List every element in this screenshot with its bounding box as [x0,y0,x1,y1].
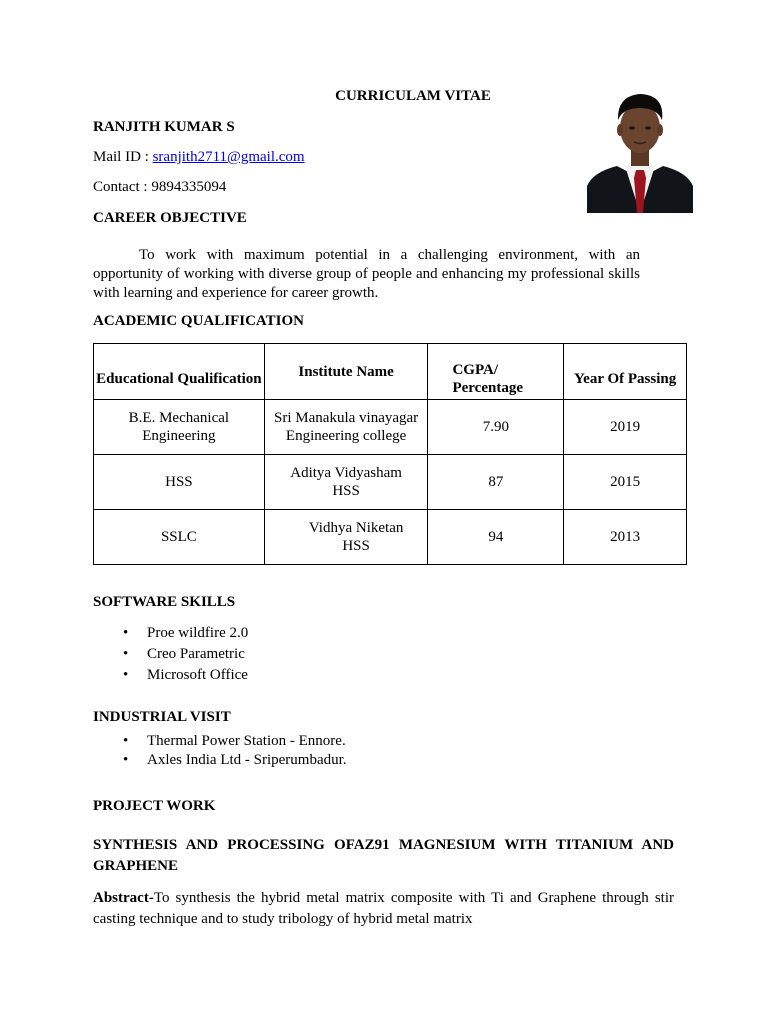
column-header: Educational Qualification [94,344,265,400]
bullet-icon: • [123,625,129,641]
table-cell: B.E. Mechanical Engineering [94,400,265,455]
table-cell: Aditya Vidyasham HSS [264,455,428,510]
column-header: Institute Name [264,344,428,400]
software-skills-list [93,623,248,686]
project-title: SYNTHESIS AND PROCESSING OFAZ91 MAGNESIUM WITH TITANIUM AND GRAPHENE [93,837,674,874]
table-row [94,455,687,510]
abstract-label: Abstract- [93,890,154,906]
table-row [94,400,687,455]
bullet-icon: • [123,752,129,768]
column-header: CGPA/ Percentage [428,344,564,400]
table-header-row [94,344,687,400]
bullet-icon: • [123,667,129,683]
project-abstract [93,888,674,930]
abstract-text: To synthesis the hybrid metal matrix composite with Ti and Graphene through stir casting technique and to study tribology of hybrid metal matrix [93,890,674,927]
mail-line [93,149,305,166]
table-cell: HSS [94,455,265,510]
software-skills-heading: SOFTWARE SKILLS [93,594,236,610]
table-cell: 7.90 [428,400,564,455]
academic-table [93,343,687,565]
candidate-name: RANJITH KUMAR S [93,119,235,135]
table-cell: 2013 [564,510,687,565]
table-cell: 94 [428,510,564,565]
table-cell: Vidhya Niketan HSS [264,510,428,565]
document-title: CURRICULAM VITAE [335,88,491,104]
list-item: • Creo Parametric [93,644,248,665]
list-item: • Axles India Ltd - Sriperumbadur. [123,752,347,768]
contact-label: Contact : [93,179,152,195]
table-cell: 87 [428,455,564,510]
mail-link[interactable]: sranjith2711@gmail.com [152,149,305,165]
list-item: • Proe wildfire 2.0 [93,623,248,644]
career-objective-heading: CAREER OBJECTIVE [93,210,247,226]
table-cell: 2015 [564,455,687,510]
industrial-visit-list [93,732,347,770]
contact-value: 9894335094 [151,179,227,195]
table-cell: 2019 [564,400,687,455]
bullet-icon: • [123,646,129,662]
industrial-visit-heading: INDUSTRIAL VISIT [93,709,231,725]
academic-heading: ACADEMIC QUALIFICATION [93,313,304,329]
career-objective-body: To work with maximum potential in a challenging environment, with an opportunity of working with diverse group of people and enhancing my professional skills with learning and experience for career growth. [93,247,640,301]
list-item: • Thermal Power Station - Ennore. [123,733,346,749]
column-header: Year Of Passing [564,344,687,400]
table-row [94,510,687,565]
mail-label: Mail ID : [93,149,153,165]
profile-photo [587,86,693,213]
project-work-heading: PROJECT WORK [93,798,216,814]
table-cell: SSLC [94,510,265,565]
list-item: • Microsoft Office [93,665,248,686]
contact-line [93,179,226,196]
bullet-icon: • [123,733,129,749]
table-cell: Sri Manakula vinayagar Engineering college [264,400,428,455]
career-objective-text [93,246,640,303]
